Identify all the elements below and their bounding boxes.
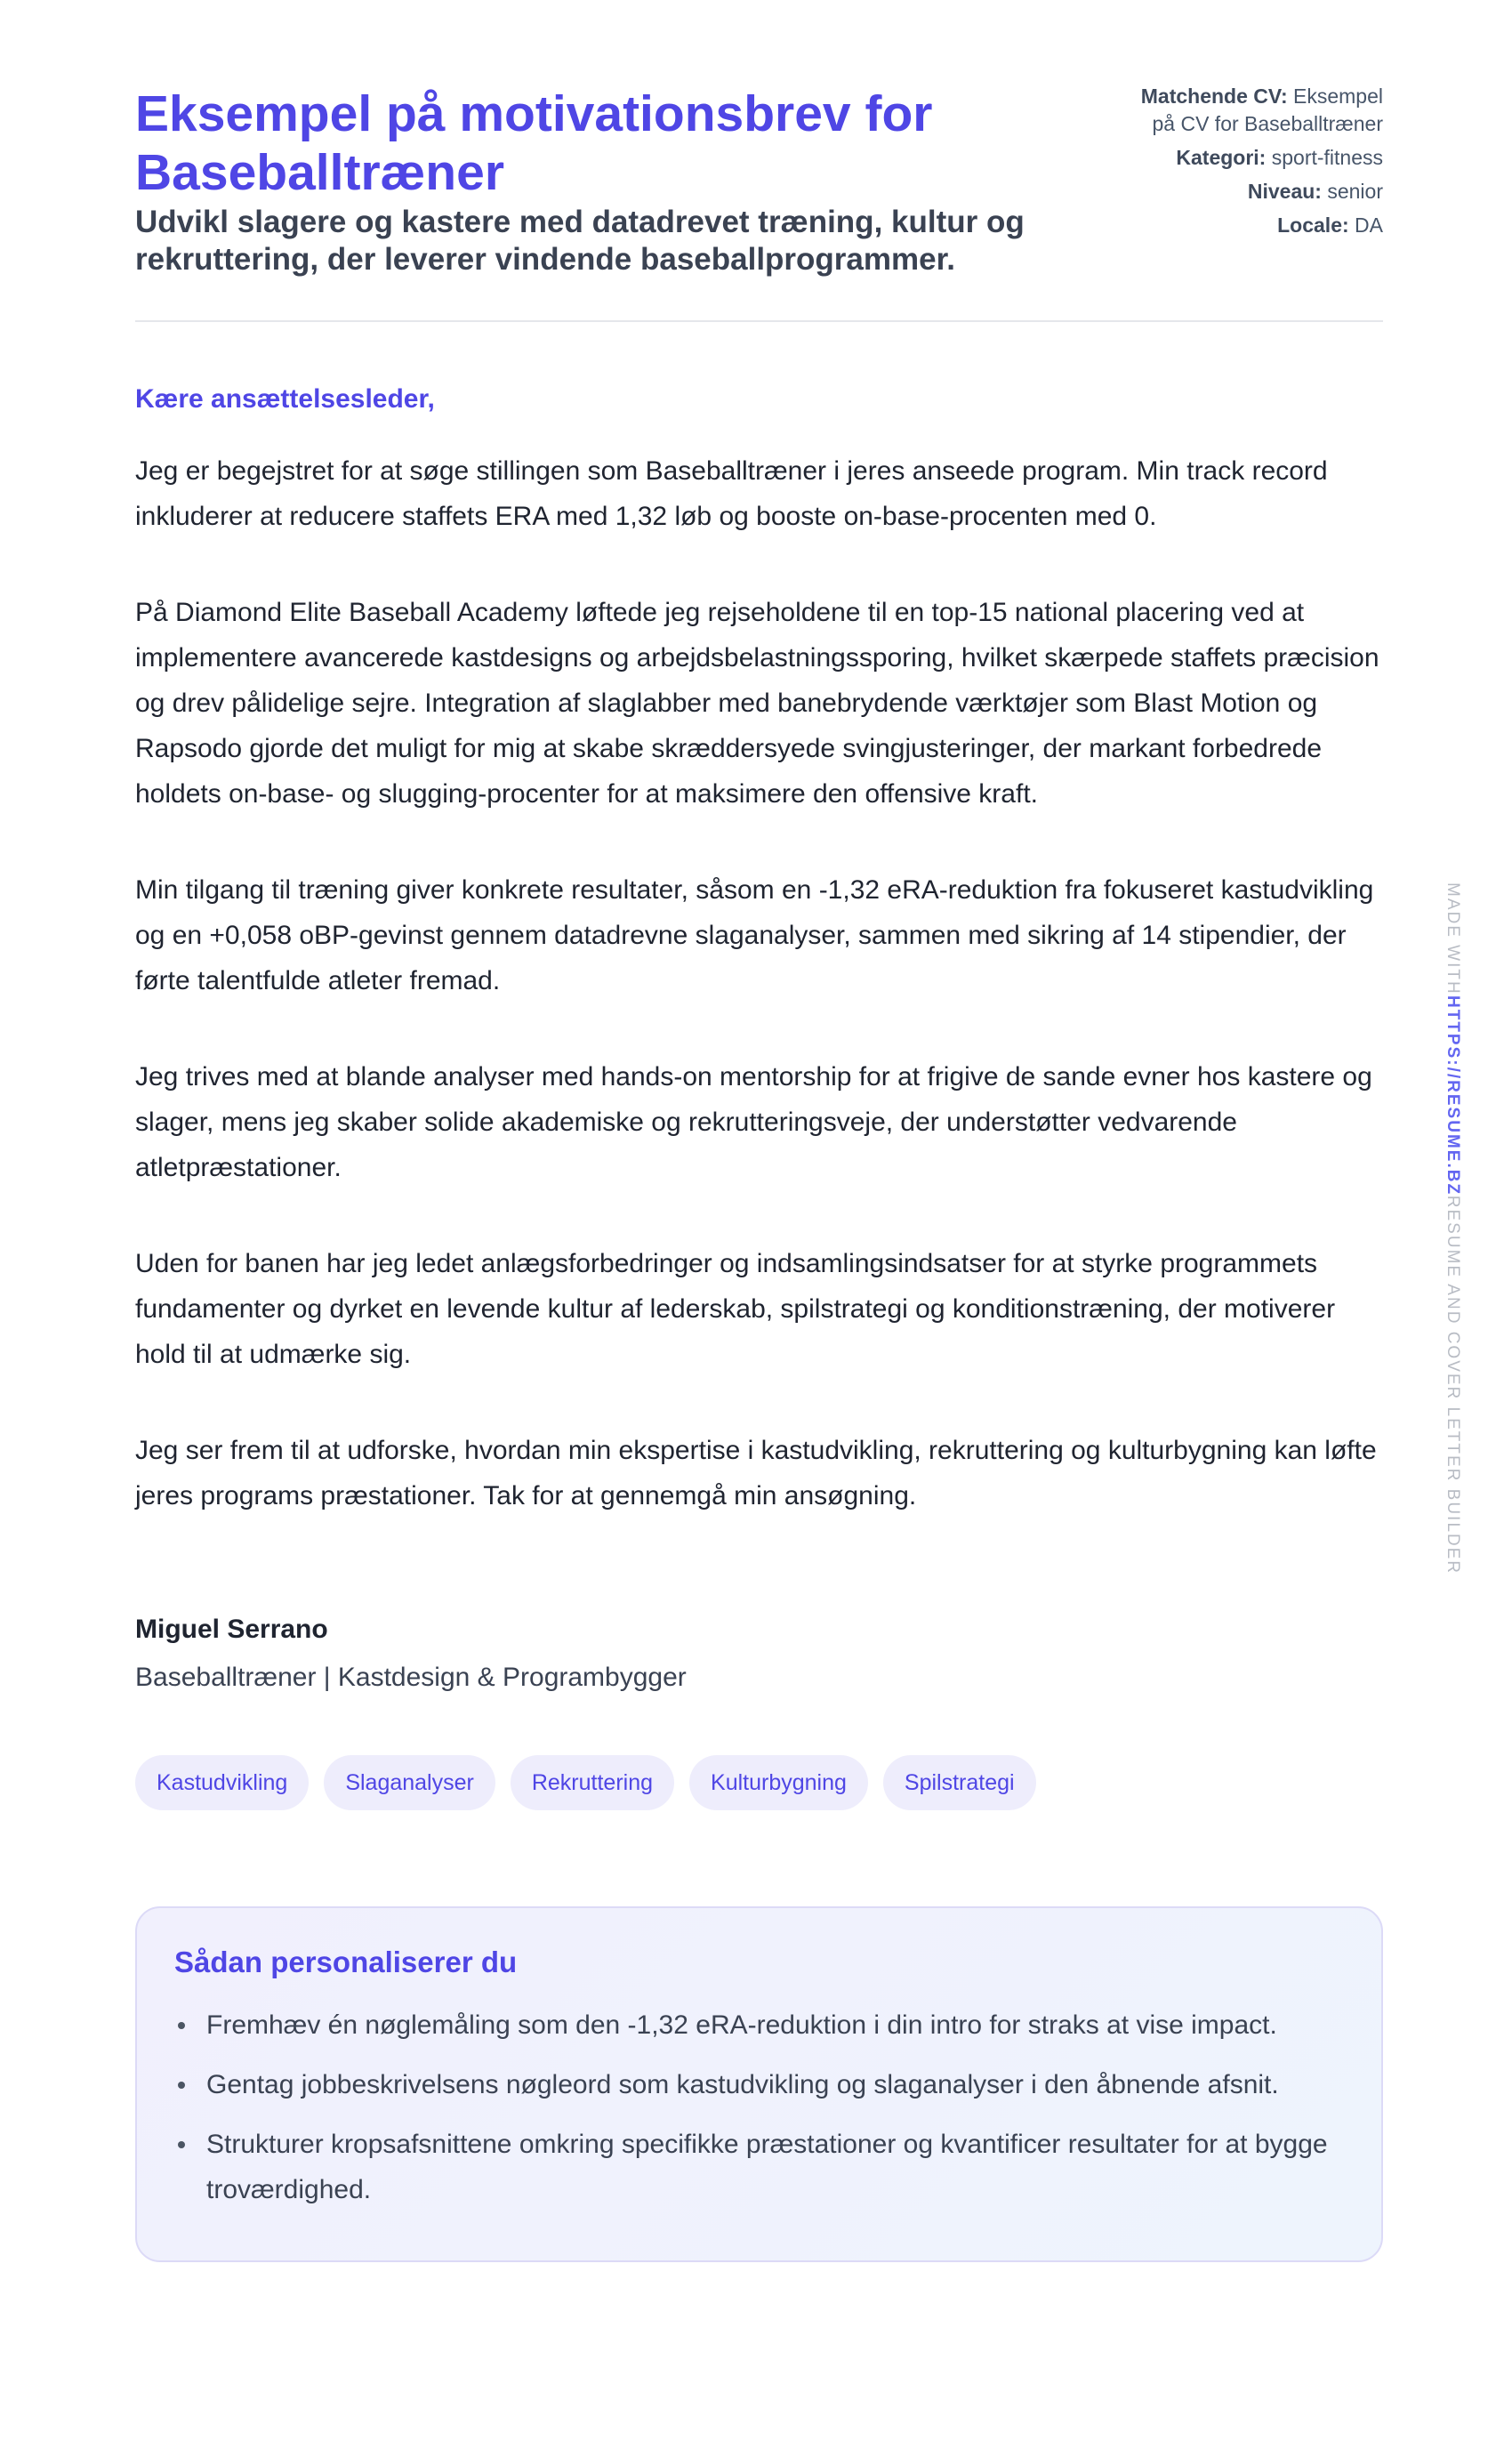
watermark: MADE WITHHTTPS://RESUME.BZRESUME AND COVER LETTER BUILDER xyxy=(1444,882,1462,1575)
meta-matching-cv: Matchende CV: Eksempel på CV for Baseballtræner xyxy=(1140,85,1383,135)
cover-letter-page xyxy=(135,85,1383,2262)
meta-locale: Locale: DA xyxy=(1277,213,1383,237)
divider xyxy=(135,320,1383,322)
paragraph: Jeg trives med at blande analyser med hands-on mentorship for at frigive de sande evner hos kastere og slager, mens jeg skaber solide akademiske og rekrutteringsveje, der understøtter vedvarende atletpræstationer. xyxy=(135,1062,1372,1182)
letter-body xyxy=(135,448,1383,1519)
tip-item: Fremhæv én nøglemåling som den -1,32 eRA-reduktion i din intro for straks at vise impact. xyxy=(174,2002,1346,2048)
greeting: Kære ansættelsesleder, xyxy=(135,384,435,414)
matching-cv-link[interactable]: Eksempel på CV for Baseballtræner xyxy=(1152,85,1383,135)
tag: Rekruttering xyxy=(511,1755,674,1810)
personalization-tips xyxy=(135,1906,1383,2262)
signature-name: Miguel Serrano xyxy=(135,1615,328,1644)
meta-level: Niveau: senior xyxy=(1247,180,1383,203)
tag: Kastudvikling xyxy=(135,1755,309,1810)
page-subtitle: Udvikl slagere og kastere med datadrevet træning, kultur og rekruttering, der leverer vindende baseballprogrammer. xyxy=(135,205,1025,277)
signature-role: Baseballtræner | Kastdesign & Programbygger xyxy=(135,1663,687,1692)
tag: Slaganalyser xyxy=(324,1755,495,1810)
tips-heading: Sådan personaliserer du xyxy=(174,1945,518,1978)
tip-item: Gentag jobbeskrivelsens nøgleord som kastudvikling og slaganalyser i den åbnende afsnit. xyxy=(174,2062,1346,2107)
header xyxy=(135,85,1383,278)
tag-list xyxy=(135,1755,1383,1810)
paragraph: Jeg er begejstret for at søge stillingen som Baseballtræner i jeres anseede program. Min track record inkluderer at reducere staffets ERA med 1,32 løb og booste on-base-procenten med 0. xyxy=(135,456,1328,531)
meta-info xyxy=(1114,83,1383,246)
watermark-link[interactable]: HTTPS://RESUME.BZ xyxy=(1444,995,1462,1196)
paragraph: Uden for banen har jeg ledet anlægsforbedringer og indsamlingsindsatser for at styrke programmets fundamenter og dyrket en levende kultur af lederskab, spilstrategi og konditionstræning, der motiverer hold til at udmærke sig. xyxy=(135,1249,1336,1369)
tip-item: Strukturer kropsafsnittene omkring specifikke præstationer og kvantificer resultater for at bygge troværdighed. xyxy=(174,2122,1346,2212)
tips-list xyxy=(174,2002,1346,2212)
paragraph: Jeg ser frem til at udforske, hvordan min ekspertise i kastudvikling, rekruttering og kulturbygning kan løfte jeres programs præstationer. Tak for at gennemgå min ansøgning. xyxy=(135,1436,1377,1510)
page-title: Eksempel på motivationsbrev for Baseballtræner xyxy=(135,85,933,201)
tag: Kulturbygning xyxy=(689,1755,868,1810)
tag: Spilstrategi xyxy=(883,1755,1036,1810)
paragraph: På Diamond Elite Baseball Academy løftede jeg rejseholdene til en top-15 national placering ved at implementere avancerede kastdesigns og arbejdsbelastningssporing, hvilket skærpede staffets præcision og drev pålidelige sejre. Integration af slaglabber med banebrydende værktøjer som Blast Motion og Rapsodo gjorde det muligt for mig at skabe skræddersyede svingjusteringer, der markant forbedrede holdets on-base- og slugging-procenter for at maksimere den offensive kraft. xyxy=(135,598,1379,809)
meta-category: Kategori: sport-fitness xyxy=(1176,146,1383,169)
paragraph: Min tilgang til træning giver konkrete resultater, såsom en -1,32 eRA-reduktion fra fokuseret kastudvikling og en +0,058 oBP-gevinst gennem datadrevne slaganalyser, sammen med sikring af 14 stipendier, der førte talentfulde atleter fremad. xyxy=(135,875,1374,995)
